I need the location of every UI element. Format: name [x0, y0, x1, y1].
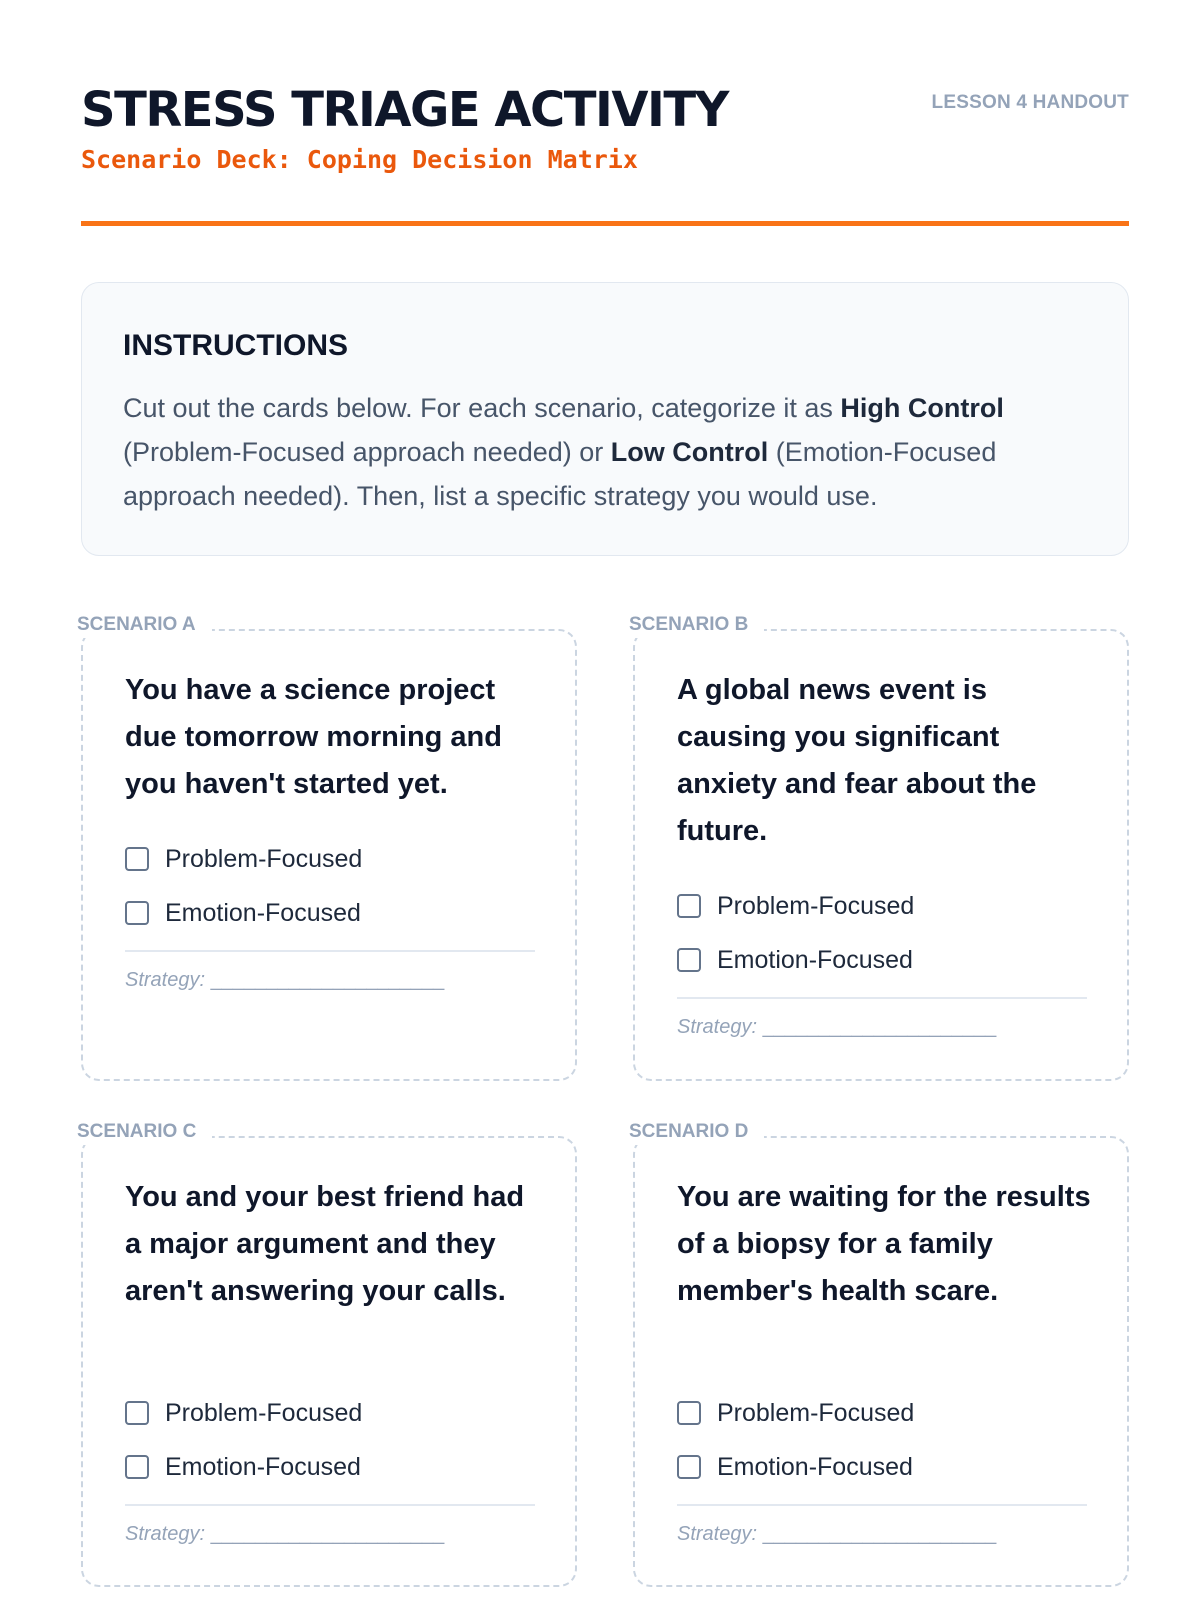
instructions-panel	[81, 282, 1129, 556]
strategy-label: Strategy:	[677, 1523, 758, 1545]
strategy-field[interactable]	[677, 1523, 996, 1546]
scenario-label: SCENARIO A	[77, 612, 212, 638]
strategy-field[interactable]	[677, 1016, 996, 1039]
option-emotion-focused[interactable]	[677, 1451, 914, 1483]
scenario-label: SCENARIO D	[629, 1119, 764, 1145]
lesson-badge: LESSON 4 HANDOUT	[931, 92, 1129, 113]
card-divider	[125, 950, 535, 952]
page-title: STRESS TRIAGE ACTIVITY	[81, 82, 728, 138]
option-emotion-focused[interactable]	[125, 897, 362, 929]
option-label: Problem-Focused	[165, 1398, 363, 1427]
instructions-text-part: (Problem-Focused approach needed) or	[123, 437, 611, 467]
option-group	[125, 843, 362, 951]
instructions-text-part: Cut out the cards below. For each scenario, categorize it as	[123, 393, 841, 423]
checkbox[interactable]	[125, 1455, 149, 1479]
scenario-text: A global news event is causing you significant anxiety and fear about the future.	[677, 674, 1037, 847]
option-problem-focused[interactable]	[125, 1397, 362, 1429]
option-label: Emotion-Focused	[165, 1452, 361, 1481]
scenario-card-d	[629, 1121, 1129, 1587]
scenario-text: You and your best friend had a major argument and they aren't answering your calls.	[125, 1181, 525, 1307]
handout-page	[77, 0, 1129, 1545]
option-label: Emotion-Focused	[165, 898, 361, 927]
option-label: Problem-Focused	[165, 844, 363, 873]
strategy-blank[interactable]: _____________________	[210, 1523, 445, 1545]
option-problem-focused[interactable]	[677, 890, 914, 922]
strategy-field[interactable]	[125, 969, 444, 992]
header	[81, 0, 1129, 226]
option-problem-focused[interactable]	[125, 843, 362, 875]
header-divider	[81, 221, 1129, 226]
checkbox[interactable]	[125, 1401, 149, 1425]
option-problem-focused[interactable]	[677, 1397, 914, 1429]
strategy-label: Strategy:	[125, 1523, 206, 1545]
strategy-blank[interactable]: _____________________	[210, 969, 445, 991]
scenario-card-a	[77, 614, 577, 1081]
scenario-card-c	[77, 1121, 577, 1587]
instructions-text-part: (Emotion-Focused approach needed). Then, list a specific strategy you would use.	[123, 437, 997, 511]
option-label: Problem-Focused	[717, 891, 915, 920]
scenario-text: You have a science project due tomorrow morning and you haven't started yet.	[125, 674, 502, 800]
strategy-label: Strategy:	[125, 969, 206, 991]
checkbox[interactable]	[125, 847, 149, 871]
scenario-label: SCENARIO B	[629, 612, 764, 638]
strategy-field[interactable]	[125, 1523, 444, 1546]
card-divider	[125, 1504, 535, 1506]
option-emotion-focused[interactable]	[125, 1451, 362, 1483]
option-group	[125, 1397, 362, 1505]
strategy-label: Strategy:	[677, 1016, 758, 1038]
low-control-term: Low Control	[610, 437, 769, 467]
scenario-label: SCENARIO C	[77, 1119, 212, 1145]
checkbox[interactable]	[677, 894, 701, 918]
option-label: Problem-Focused	[717, 1398, 915, 1427]
checkbox[interactable]	[125, 901, 149, 925]
option-emotion-focused[interactable]	[677, 944, 914, 976]
checkbox[interactable]	[677, 1401, 701, 1425]
page-subtitle: Scenario Deck: Coping Decision Matrix	[81, 145, 638, 174]
instructions-heading: INSTRUCTIONS	[123, 329, 348, 362]
strategy-blank[interactable]: _____________________	[762, 1016, 997, 1038]
scenario-text: You are waiting for the results of a biopsy for a family member's health scare.	[677, 1181, 1091, 1307]
option-label: Emotion-Focused	[717, 1452, 913, 1481]
option-group	[677, 890, 914, 998]
strategy-blank[interactable]: _____________________	[762, 1523, 997, 1545]
option-label: Emotion-Focused	[717, 945, 913, 974]
checkbox[interactable]	[677, 1455, 701, 1479]
instructions-text	[123, 386, 1088, 518]
card-divider	[677, 997, 1087, 999]
high-control-term: High Control	[840, 393, 1004, 423]
option-group	[677, 1397, 914, 1505]
card-divider	[677, 1504, 1087, 1506]
checkbox[interactable]	[677, 948, 701, 972]
scenario-card-b	[629, 614, 1129, 1081]
